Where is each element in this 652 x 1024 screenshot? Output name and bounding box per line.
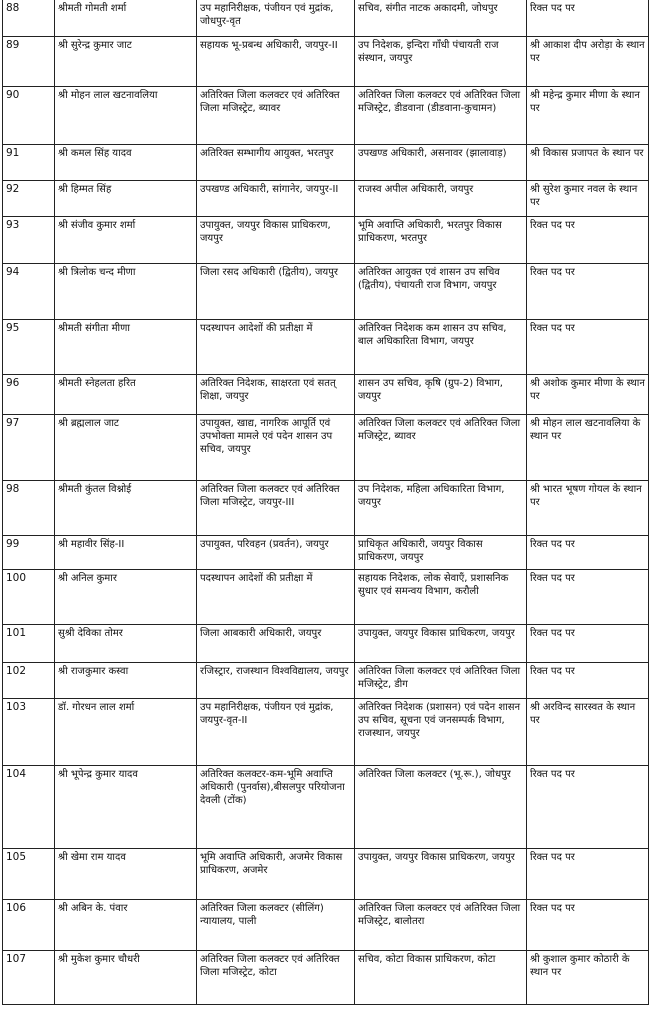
- transfer-orders-table: [2, 0, 649, 1005]
- officer-name-cell: सुश्री देविका तोमर: [55, 625, 197, 663]
- table-row: [3, 663, 649, 699]
- serial-number-cell: 89: [3, 37, 55, 87]
- officer-name-cell: श्री हिम्मत सिंह: [55, 181, 197, 217]
- officer-name-cell: श्री कमल सिंह यादव: [55, 145, 197, 181]
- current-posting-cell: अतिरिक्त सम्भागीय आयुक्त, भरतपुर: [197, 145, 355, 181]
- new-posting-cell: अतिरिक्त जिला कलक्टर एवं अतिरिक्त जिला मजिस्ट्रेट, डीडवाना (डीडवाना-कुचामन): [355, 87, 527, 145]
- table-row: [3, 415, 649, 481]
- remarks-cell: श्री भारत भूषण गोयल के स्थान पर: [527, 481, 649, 536]
- new-posting-cell: सचिव, कोटा विकास प्राधिकरण, कोटा: [355, 951, 527, 1005]
- table-body: [3, 0, 649, 1005]
- remarks-cell: रिक्त पद पर: [527, 849, 649, 900]
- serial-number-cell: 94: [3, 264, 55, 320]
- serial-number-cell: 91: [3, 145, 55, 181]
- remarks-cell: रिक्त पद पर: [527, 900, 649, 951]
- new-posting-cell: प्राधिकृत अधिकारी, जयपुर विकास प्राधिकरण, जयपुर: [355, 536, 527, 570]
- remarks-cell: श्री सुरेश कुमार नवल के स्थान पर: [527, 181, 649, 217]
- current-posting-cell: जिला रसद अधिकारी (द्वितीय), जयपुर: [197, 264, 355, 320]
- serial-number-cell: 101: [3, 625, 55, 663]
- new-posting-cell: भूमि अवाप्ति अधिकारी, भरतपुर विकास प्राधिकरण, भरतपुर: [355, 217, 527, 264]
- table-row: [3, 181, 649, 217]
- current-posting-cell: अतिरिक्त जिला कलक्टर एवं अतिरिक्त जिला मजिस्ट्रेट, ब्यावर: [197, 87, 355, 145]
- table-row: [3, 375, 649, 415]
- remarks-cell: रिक्त पद पर: [527, 570, 649, 625]
- new-posting-cell: अतिरिक्त जिला कलक्टर (भू.रू.), जोधपुर: [355, 766, 527, 849]
- table-row: [3, 536, 649, 570]
- remarks-cell: रिक्त पद पर: [527, 663, 649, 699]
- officer-name-cell: श्री सुरेन्द्र कुमार जाट: [55, 37, 197, 87]
- new-posting-cell: सचिव, संगीत नाटक अकादमी, जोधपुर: [355, 0, 527, 37]
- remarks-cell: श्री आकाश दीप अरोड़ा के स्थान पर: [527, 37, 649, 87]
- new-posting-cell: उप निदेशक, महिला अधिकारिता विभाग, जयपुर: [355, 481, 527, 536]
- officer-name-cell: श्री मुकेश कुमार चौधरी: [55, 951, 197, 1005]
- new-posting-cell: अतिरिक्त जिला कलक्टर एवं अतिरिक्त जिला मजिस्ट्रेट, डीग: [355, 663, 527, 699]
- remarks-cell: श्री महेन्द्र कुमार मीणा के स्थान पर: [527, 87, 649, 145]
- current-posting-cell: उपायुक्त, जयपुर विकास प्राधिकरण, जयपुर: [197, 217, 355, 264]
- current-posting-cell: अतिरिक्त कलक्टर-कम-भूमि अवाप्ति अधिकारी (पुनर्वास),बीसलपुर परियोजना देवली (टोंक): [197, 766, 355, 849]
- current-posting-cell: रजिस्ट्रार, राजस्थान विश्वविद्यालय, जयपुर: [197, 663, 355, 699]
- serial-number-cell: 105: [3, 849, 55, 900]
- remarks-cell: रिक्त पद पर: [527, 536, 649, 570]
- officer-name-cell: डॉ. गोरधन लाल शर्मा: [55, 699, 197, 766]
- current-posting-cell: सहायक भू-प्रबन्ध अधिकारी, जयपुर-II: [197, 37, 355, 87]
- table-row: [3, 320, 649, 375]
- serial-number-cell: 99: [3, 536, 55, 570]
- table-row: [3, 766, 649, 849]
- officer-name-cell: श्री राजकुमार कस्वा: [55, 663, 197, 699]
- officer-name-cell: श्री खेमा राम यादव: [55, 849, 197, 900]
- new-posting-cell: उपायुक्त, जयपुर विकास प्राधिकरण, जयपुर: [355, 625, 527, 663]
- serial-number-cell: 90: [3, 87, 55, 145]
- remarks-cell: श्री मोहन लाल खटनावलिया के स्थान पर: [527, 415, 649, 481]
- serial-number-cell: 107: [3, 951, 55, 1005]
- new-posting-cell: उपखण्ड अधिकारी, असनावर (झालावाड़): [355, 145, 527, 181]
- new-posting-cell: उपायुक्त, जयपुर विकास प्राधिकरण, जयपुर: [355, 849, 527, 900]
- table-row: [3, 849, 649, 900]
- serial-number-cell: 92: [3, 181, 55, 217]
- officer-name-cell: श्री महावीर सिंह-II: [55, 536, 197, 570]
- current-posting-cell: उपखण्ड अधिकारी, सांगानेर, जयपुर-II: [197, 181, 355, 217]
- officer-name-cell: श्री भूपेन्द्र कुमार यादव: [55, 766, 197, 849]
- table-row: [3, 87, 649, 145]
- officer-name-cell: श्री मोहन लाल खटनावलिया: [55, 87, 197, 145]
- table-row: [3, 264, 649, 320]
- table-row: [3, 951, 649, 1005]
- table-row: [3, 145, 649, 181]
- serial-number-cell: 103: [3, 699, 55, 766]
- new-posting-cell: उप निदेशक, इन्दिरा गाँधी पंचायती राज संस्थान, जयपुर: [355, 37, 527, 87]
- table-row: [3, 217, 649, 264]
- officer-name-cell: श्री त्रिलोक चन्द मीणा: [55, 264, 197, 320]
- table-row: [3, 0, 649, 37]
- current-posting-cell: अतिरिक्त निदेशक, साक्षरता एवं सतत् शिक्षा, जयपुर: [197, 375, 355, 415]
- remarks-cell: रिक्त पद पर: [527, 320, 649, 375]
- current-posting-cell: पदस्थापन आदेशों की प्रतीक्षा में: [197, 570, 355, 625]
- serial-number-cell: 88: [3, 0, 55, 37]
- remarks-cell: रिक्त पद पर: [527, 264, 649, 320]
- serial-number-cell: 98: [3, 481, 55, 536]
- current-posting-cell: अतिरिक्त जिला कलक्टर एवं अतिरिक्त जिला मजिस्ट्रेट, जयपुर-III: [197, 481, 355, 536]
- table-row: [3, 481, 649, 536]
- remarks-cell: श्री विकास प्रजापत के स्थान पर: [527, 145, 649, 181]
- serial-number-cell: 100: [3, 570, 55, 625]
- new-posting-cell: अतिरिक्त जिला कलक्टर एवं अतिरिक्त जिला मजिस्ट्रेट, बालोतरा: [355, 900, 527, 951]
- officer-name-cell: श्रीमती गोमती शर्मा: [55, 0, 197, 37]
- table-row: [3, 570, 649, 625]
- current-posting-cell: पदस्थापन आदेशों की प्रतीक्षा में: [197, 320, 355, 375]
- officer-name-cell: श्री अनिल कुमार: [55, 570, 197, 625]
- remarks-cell: रिक्त पद पर: [527, 766, 649, 849]
- remarks-cell: रिक्त पद पर: [527, 625, 649, 663]
- new-posting-cell: शासन उप सचिव, कृषि (ग्रुप-2) विभाग, जयपुर: [355, 375, 527, 415]
- remarks-cell: श्री अशोक कुमार मीणा के स्थान पर: [527, 375, 649, 415]
- serial-number-cell: 104: [3, 766, 55, 849]
- officer-name-cell: श्रीमती कुंतल विश्नोई: [55, 481, 197, 536]
- new-posting-cell: अतिरिक्त निदेशक (प्रशासन) एवं पदेन शासन उप सचिव, सूचना एवं जनसम्पर्क विभाग, राजस्थान, जयपुर: [355, 699, 527, 766]
- table-row: [3, 900, 649, 951]
- serial-number-cell: 93: [3, 217, 55, 264]
- new-posting-cell: सहायक निदेशक, लोक सेवाएँ, प्रशासनिक सुधार एवं समन्वय विभाग, करौली: [355, 570, 527, 625]
- serial-number-cell: 95: [3, 320, 55, 375]
- table-row: [3, 37, 649, 87]
- table-row: [3, 625, 649, 663]
- current-posting-cell: भूमि अवाप्ति अधिकारी, अजमेर विकास प्राधिकरण, अजमेर: [197, 849, 355, 900]
- serial-number-cell: 96: [3, 375, 55, 415]
- officer-name-cell: श्री अबिन के. पंवार: [55, 900, 197, 951]
- table-row: [3, 699, 649, 766]
- serial-number-cell: 106: [3, 900, 55, 951]
- serial-number-cell: 102: [3, 663, 55, 699]
- remarks-cell: श्री कुशाल कुमार कोठारी के स्थान पर: [527, 951, 649, 1005]
- current-posting-cell: अतिरिक्त जिला कलक्टर एवं अतिरिक्त जिला मजिस्ट्रेट, कोटा: [197, 951, 355, 1005]
- officer-name-cell: श्रीमती संगीता मीणा: [55, 320, 197, 375]
- new-posting-cell: अतिरिक्त जिला कलक्टर एवं अतिरिक्त जिला मजिस्ट्रेट, ब्यावर: [355, 415, 527, 481]
- current-posting-cell: उपायुक्त, परिवहन (प्रवर्तन), जयपुर: [197, 536, 355, 570]
- officer-name-cell: श्रीमती स्नेहलता हरित: [55, 375, 197, 415]
- remarks-cell: रिक्त पद पर: [527, 0, 649, 37]
- current-posting-cell: जिला आबकारी अधिकारी, जयपुर: [197, 625, 355, 663]
- new-posting-cell: राजस्व अपील अधिकारी, जयपुर: [355, 181, 527, 217]
- current-posting-cell: अतिरिक्त जिला कलक्टर (सीलिंग) न्यायालय, पाली: [197, 900, 355, 951]
- officer-name-cell: श्री संजीव कुमार शर्मा: [55, 217, 197, 264]
- current-posting-cell: उपायुक्त, खाद्य, नागरिक आपूर्ति एवं उपभोक्ता मामले एवं पदेन शासन उप सचिव, जयपुर: [197, 415, 355, 481]
- current-posting-cell: उप महानिरीक्षक, पंजीयन एवं मुद्रांक, जोधपुर-वृत: [197, 0, 355, 37]
- current-posting-cell: उप महानिरीक्षक, पंजीयन एवं मुद्रांक, जयपुर-वृत-II: [197, 699, 355, 766]
- new-posting-cell: अतिरिक्त आयुक्त एवं शासन उप सचिव (द्वितीय), पंचायती राज विभाग, जयपुर: [355, 264, 527, 320]
- remarks-cell: रिक्त पद पर: [527, 217, 649, 264]
- serial-number-cell: 97: [3, 415, 55, 481]
- remarks-cell: श्री अरविन्द सारस्वत के स्थान पर: [527, 699, 649, 766]
- new-posting-cell: अतिरिक्त निदेशक कम शासन उप सचिव, बाल अधिकारिता विभाग, जयपुर: [355, 320, 527, 375]
- officer-name-cell: श्री ब्रह्मलाल जाट: [55, 415, 197, 481]
